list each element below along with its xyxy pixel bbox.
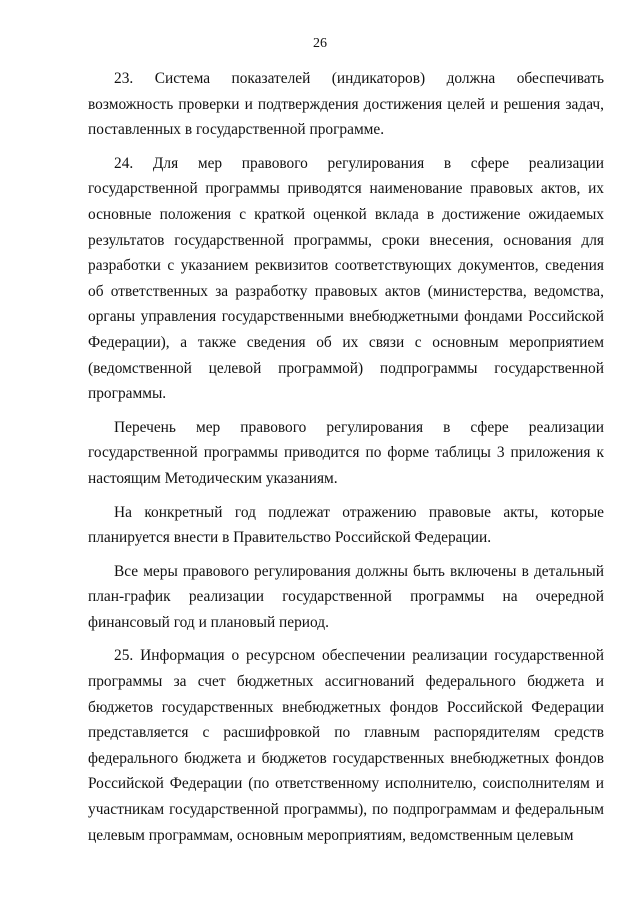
paragraph-annual-acts: На конкретный год подлежат отражению правовые акты, которые планируется внести в Правительство Российской Федерации. xyxy=(88,503,604,547)
paragraph-item-25: 25. Информация о ресурсном обеспечении реализации государственной программы за счет бюджетных ассигнований федерального бюджета и бюджетов государственных внебюджетных фондов Российской Федерации представляется с расшифровкой по главным распорядителям средств федерального бюджета и бюджетов государственных внебюджетных фондов Российской Федерации (по ответственному исполнителю, соисполнителям и участникам государственной программы), по подпрограммам и федеральным целевым программам, основным мероприятиям, ведомственным целевым xyxy=(88,647,604,844)
document-body xyxy=(88,66,604,859)
paragraph-item-24: 24. Для мер правового регулирования в сфере реализации государственной программы приводятся наименование правовых актов, их основные положения с краткой оценкой вклада в достижение ожидаемых результатов государственной программы, сроки внесения, основания для разработки с указанием реквизитов соответствующих документов, сведения об ответственных за разработку правовых актов (министерства, ведомства, органы управления государственными внебюджетными фондами Российской Федерации), а также сведения об их связи с основным мероприятием (ведомственной целевой программой) подпрограммы государственной программы. xyxy=(88,154,604,403)
paragraph-item-23: 23. Система показателей (индикаторов) должна обеспечивать возможность проверки и подтверждения достижения целей и решения задач, поставленных в государственной программе. xyxy=(88,70,604,139)
page-number: 26 xyxy=(313,36,327,51)
paragraph-legal-measures-list: Перечень мер правового регулирования в сфере реализации государственной программы приводится по форме таблицы 3 приложения к настоящим Методическим указаниям. xyxy=(88,418,604,487)
paragraph-detailed-plan: Все меры правового регулирования должны быть включены в детальный план-график реализации государственной программы на очередной финансовый год и плановый период. xyxy=(88,562,604,631)
